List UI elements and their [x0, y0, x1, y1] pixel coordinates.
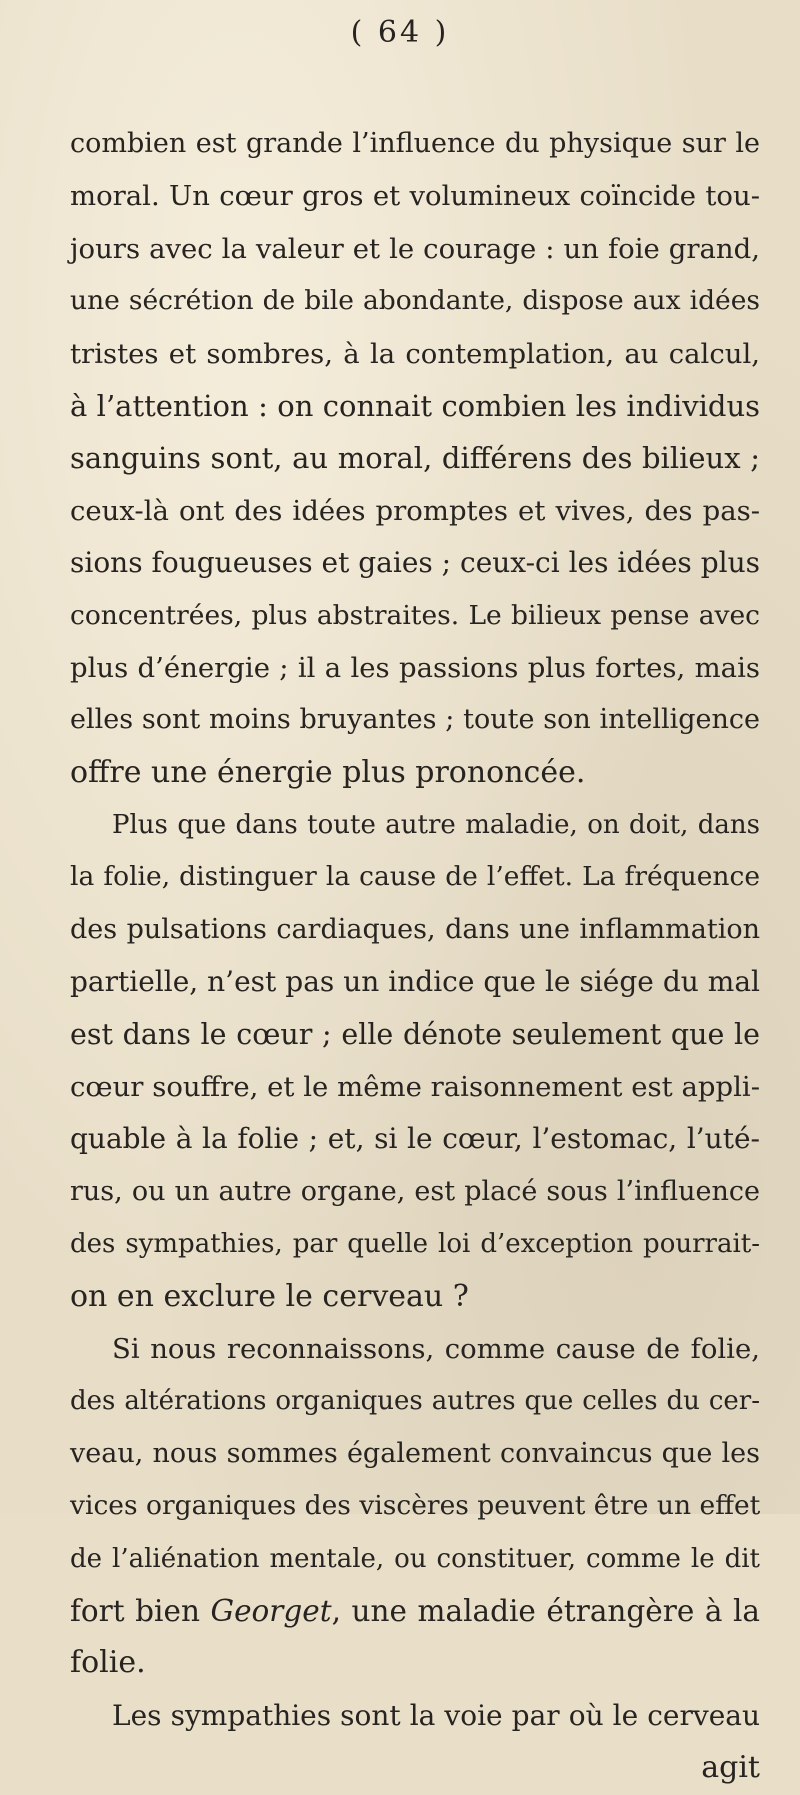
paragraph-start-line: Les sympathies sont la voie par où le cerveau	[112, 1698, 760, 1732]
text-line: ceux-là ont des idées promptes et vives, des pas-	[70, 494, 760, 527]
text-line: jours avec la valeur et le courage : un foie grand,	[70, 232, 760, 265]
text-line: des altérations organiques autres que celles du cer-	[70, 1386, 760, 1417]
text-fragment: fort bien	[70, 1593, 211, 1628]
text-line: des pulsations cardiaques, dans une inflammation	[70, 913, 760, 945]
paragraph-end-line: offre une énergie plus prononcée.	[70, 754, 586, 790]
text-line: veau, nous sommes également convaincus que les	[70, 1437, 760, 1469]
text-fragment: , une maladie étrangère à la	[331, 1593, 761, 1628]
text-line: la folie, distinguer la cause de l’effet. La fréquence	[70, 861, 760, 893]
text-line: cœur souffre, et le même raisonnement est appli-	[70, 1071, 760, 1104]
text-line: de l’aliénation mentale, ou constituer, comme le dit	[70, 1543, 760, 1574]
text-line: concentrées, plus abstraites. Le bilieux pense avec	[70, 599, 760, 631]
text-line: moral. Un cœur gros et volumineux coïncide tou-	[70, 180, 760, 213]
catchword: agit	[701, 1750, 760, 1786]
text-line: vices organiques des viscères peuvent être un effet	[70, 1490, 761, 1522]
text-line: sanguins sont, au moral, différens des bilieux ;	[70, 441, 760, 476]
text-line: partielle, n’est pas un indice que le siége du mal	[70, 965, 760, 999]
text-line: une sécrétion de bile abondante, dispose aux idées	[70, 285, 760, 317]
paragraph-start-line: Si nous reconnaissons, comme cause de folie,	[112, 1332, 760, 1365]
page-text	[70, 118, 760, 1795]
text-line: à l’attention : on connait combien les individus	[70, 388, 760, 423]
page-number: ( 64 )	[350, 15, 450, 50]
paragraph-end-line: folie.	[70, 1645, 146, 1681]
text-line: elles sont moins bruyantes ; toute son intelligence	[70, 704, 760, 736]
text-line: sions fougueuses et gaies ; ceux-ci les idées plus	[70, 546, 760, 580]
paragraph-start-line: Plus que dans toute autre maladie, on doit, dans	[112, 810, 760, 841]
text-line-with-author	[70, 1585, 760, 1637]
text-line: tristes et sombres, à la contemplation, au calcul,	[70, 337, 760, 370]
text-line: combien est grande l’influence du physique sur le	[70, 128, 760, 159]
text-line: est dans le cœur ; elle dénote seulement que le	[70, 1017, 760, 1051]
text-line: plus d’énergie ; il a les passions plus fortes, mais	[70, 651, 760, 684]
text-line: rus, ou un autre organe, est placé sous l’influence	[70, 1175, 760, 1207]
text-line: des sympathies, par quelle loi d’exception pourrait-	[70, 1229, 760, 1260]
paragraph-end-line: on en exclure le cerveau ?	[70, 1278, 469, 1314]
text-line: quable à la folie ; et, si le cœur, l’estomac, l’uté-	[70, 1122, 760, 1156]
author-name: Georget	[210, 1593, 332, 1628]
